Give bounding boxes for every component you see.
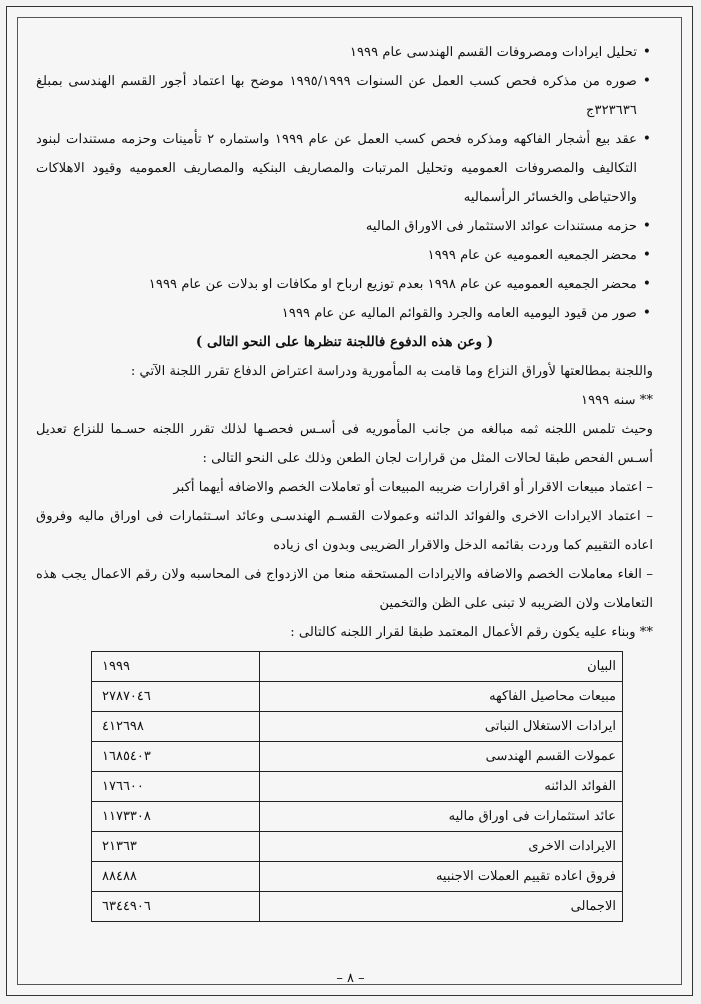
paragraph: واللجنة بمطالعتها لأوراق النزاع وما قامت به المأمورية ودراسة اعتراض الدفاع تقرر اللجنة الآتي :: [130, 364, 653, 379]
section-heading: ( وعن هذه الدفوع فاللجنة تنظرها على النحو التالى ): [195, 334, 494, 350]
table-cell-label: مبيعات محاصيل الفاكهه: [260, 682, 623, 712]
page-number: – ٨ –: [336, 971, 365, 986]
table-cell-label: عمولات القسم الهندسى: [260, 742, 623, 772]
bullet-item: • صور من قيود اليوميه العامه والجرد والقوائم الماليه عن عام ١٩٩٩: [36, 299, 653, 328]
table-row: [92, 742, 623, 772]
bullet-item: • تحليل ايرادات ومصروفات القسم الهندسى عام ١٩٩٩: [36, 38, 653, 67]
table-row: [92, 862, 623, 892]
table-row: [92, 682, 623, 712]
bullet-item: • محضر الجمعيه العموميه عن عام ١٩٩٩: [36, 241, 653, 270]
bullet-item: • صوره من مذكره فحص كسب العمل عن السنوات ١٩٩٥/١٩٩٩ موضح بها اعتماد أجور القسم الهندسى بمبلغ ٣٢٣٦٣٦ج: [36, 67, 653, 125]
table-cell-label: ايرادات الاستغلال النباتى: [260, 712, 623, 742]
table-row: [92, 652, 623, 682]
table-cell-label: فروق اعاده تقييم العملات الاجنبيه: [260, 862, 623, 892]
table-cell-value: ٢١٣٦٣: [92, 832, 260, 862]
table-cell-value: ١٧٦٦٠٠: [92, 772, 260, 802]
bullet-item: • حزمه مستندات عوائد الاستثمار فى الاوراق الماليه: [36, 212, 653, 241]
table-row-total: [92, 892, 623, 922]
document-body: [36, 38, 653, 922]
table-cell-value: ١١٧٣٣٠٨: [92, 802, 260, 832]
table-row: [92, 772, 623, 802]
decision-item: – اعتماد الايرادات الاخرى والفوائد الدائنه وعمولات القسـم الهندسـى وعائد اسـتثمارات فى اوراق ماليه وفروق اعاده التقييم كما وردت بقائمه الدخل والاقرار الضريبى وبدون اى زياده: [36, 509, 653, 553]
table-cell-label: عائد استثمارات فى اوراق ماليه: [260, 802, 623, 832]
paragraph: وحيث تلمس اللجنه ثمه مبالغه من جانب المأموريه فى أسـس فحصـها لذلك تقرر اللجنه حسـما للنزاع تعديل أسـس الفحص طبقا لحالات المثل من قرارات لجان الطعن وذلك على النحو التالى :: [36, 422, 653, 466]
bullet-item: • عقد بيع أشجار الفاكهه ومذكره فحص كسب العمل عن عام ١٩٩٩ واستماره ٢ تأمينات وحزمه مستندات لبنود التكاليف والمصروفات العموميه وتحليل المرتبات والمصاريف البنكيه والمصاريف العموميه وقيود الاهلاكات والاحتياطى والخسائر الرأسماليه: [36, 125, 653, 212]
decision-item: – اعتماد مبيعات الاقرار أو اقرارات ضريبه المبيعات أو تعاملات الخصم والاضافه أيهما أكبر: [173, 480, 653, 495]
table-cell-value: ١٩٩٩: [92, 652, 260, 682]
table-cell-label: الاجمالى: [260, 892, 623, 922]
table-row: [92, 802, 623, 832]
table-row: [92, 712, 623, 742]
business-volume-table: [91, 651, 623, 922]
table-cell-label: الايرادات الاخرى: [260, 832, 623, 862]
table-cell-label: البيان: [260, 652, 623, 682]
year-marker: ** سنه ١٩٩٩: [580, 393, 653, 408]
decision-item: – الغاء معاملات الخصم والاضافه والايرادات المستحقه منعا من الازدواج فى المحاسبه ولان رقم الاعمال يجب هذه التعاملات ولان الضريبه لا تبنى على الظن والتخمين: [36, 567, 653, 611]
table-cell-value: ٤١٢٦٩٨: [92, 712, 260, 742]
table-row: [92, 832, 623, 862]
table-cell-value: ٢٧٨٧٠٤٦: [92, 682, 260, 712]
paragraph: ** وبناء عليه يكون رقم الأعمال المعتمد طبقا لقرار اللجنه كالتالى :: [290, 625, 653, 640]
table-cell-value: ١٦٨٥٤٠٣: [92, 742, 260, 772]
bullet-item: • محضر الجمعيه العموميه عن عام ١٩٩٨ بعدم توزيع ارباح او مكافات او بدلات عن عام ١٩٩٩: [36, 270, 653, 299]
table-cell-label: الفوائد الدائنه: [260, 772, 623, 802]
table-cell-value: ٨٨٤٨٨: [92, 862, 260, 892]
table-cell-value: ٦٣٤٤٩٠٦: [92, 892, 260, 922]
